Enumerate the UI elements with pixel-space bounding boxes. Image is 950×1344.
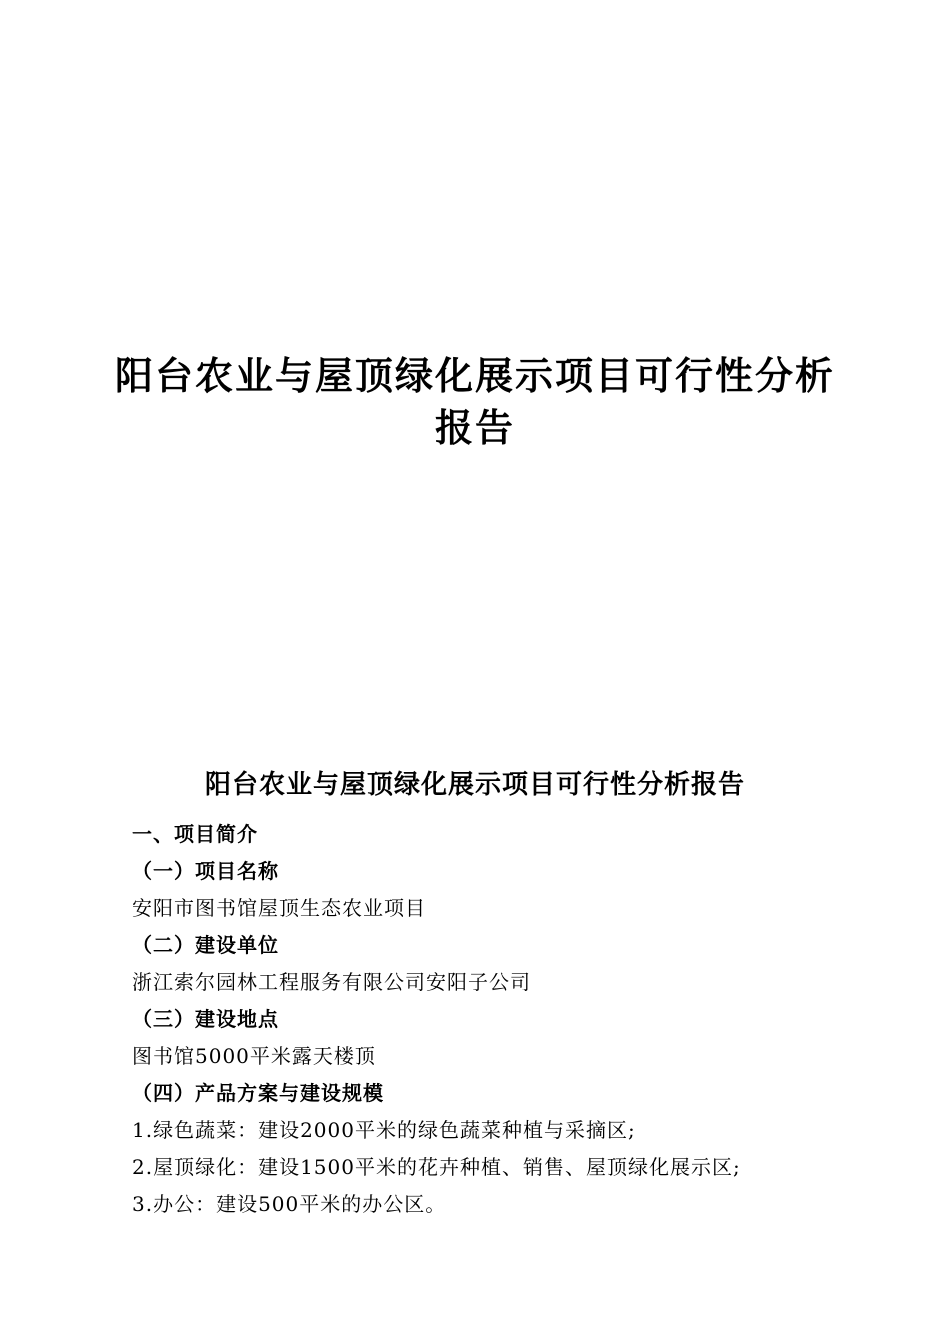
report-content xyxy=(132,816,852,1223)
cover-title-line-2: 报告 xyxy=(434,405,515,450)
cover-title-line-1: 阳台农业与屋顶绿化展示项目可行性分析 xyxy=(114,353,835,398)
plan-item-office: 3.办公：建设500平米的办公区。 xyxy=(132,1192,447,1216)
subheading-construction-unit: （二）建设单位 xyxy=(132,933,279,957)
section-heading-project-intro: 一、项目简介 xyxy=(132,822,258,846)
report-title: 阳台农业与屋顶绿化展示项目可行性分析报告 xyxy=(204,770,745,800)
cover-title xyxy=(60,350,890,454)
plan-item-vegetables: 1.绿色蔬菜：建设2000平米的绿色蔬菜种植与采摘区; xyxy=(132,1118,636,1142)
construction-unit-text: 浙江索尔园林工程服务有限公司安阳子公司 xyxy=(132,970,531,994)
subheading-construction-site: （三）建设地点 xyxy=(132,1007,279,1031)
construction-site-text: 图书馆5000平米露天楼顶 xyxy=(132,1044,376,1068)
subheading-product-plan: （四）产品方案与建设规模 xyxy=(132,1081,384,1105)
plan-item-rooftop-greening: 2.屋顶绿化：建设1500平米的花卉种植、销售、屋顶绿化展示区; xyxy=(132,1155,741,1179)
project-name-text: 安阳市图书馆屋顶生态农业项目 xyxy=(132,896,426,920)
subheading-project-name: （一）项目名称 xyxy=(132,859,279,883)
